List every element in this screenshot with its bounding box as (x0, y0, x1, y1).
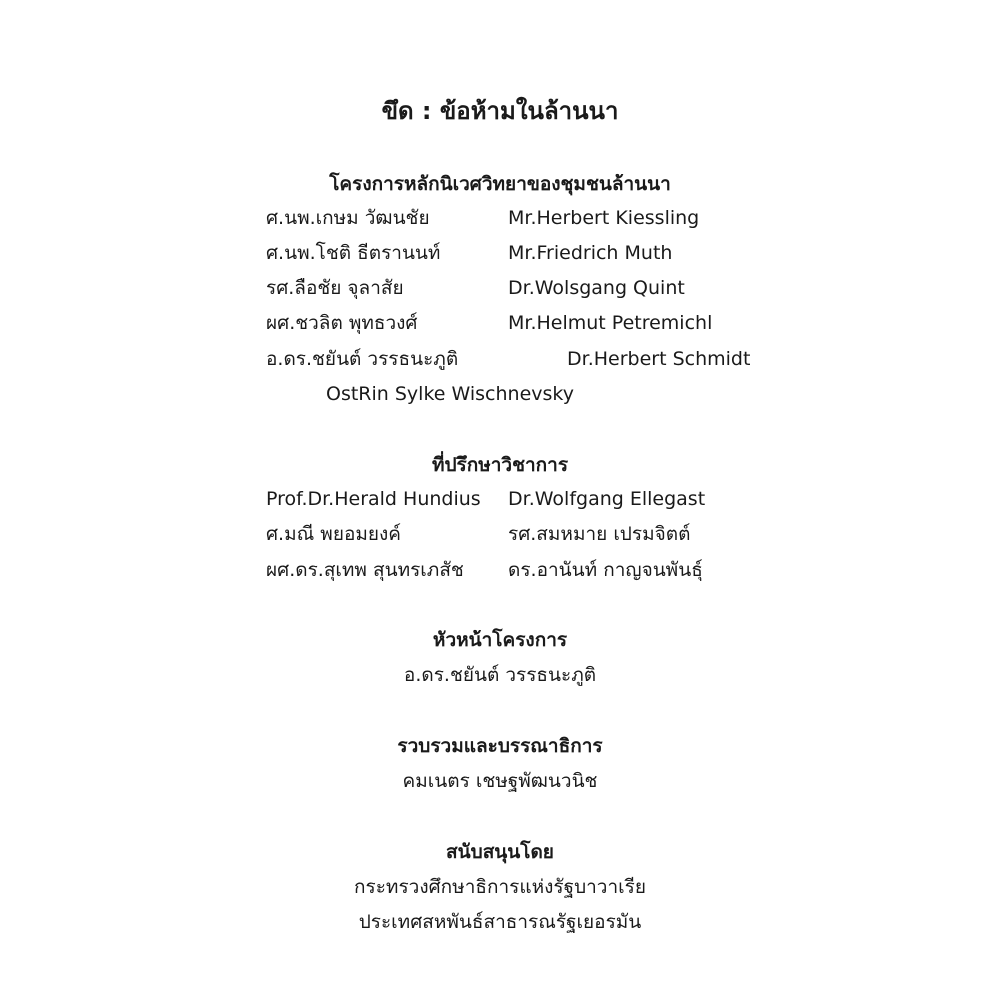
project-member: OstRin Sylke Wischnevsky (326, 383, 574, 405)
editor-name: คมเนตร เชษฐพัฒนวนิช (402, 770, 598, 792)
project-member: รศ.ลือชัย จุลาสัย (266, 277, 404, 299)
project-member: Mr.Friedrich Muth (508, 242, 673, 264)
project-heading: โครงการหลักนิเวศวิทยาของชุมชนล้านนา (329, 173, 671, 195)
project-member: Mr.Herbert Kiessling (508, 207, 700, 229)
support-line-2: ประเทศสหพันธ์สาธารณรัฐเยอรมัน (358, 911, 642, 933)
support-line-1: กระทรวงศึกษาธิการแห่งรัฐบาวาเรีย (354, 876, 646, 898)
advisor: Prof.Dr.Herald Hundius (266, 488, 481, 510)
project-member: ศ.นพ.เกษม วัฒนชัย (266, 207, 430, 229)
advisor: ดร.อานันท์ กาญจนพันธุ์ (508, 559, 703, 581)
project-member: ผศ.ชวลิต พุทธวงศ์ (266, 312, 418, 334)
project-member: ศ.นพ.โชติ ธีตรานนท์ (266, 242, 441, 264)
project-head-heading: หัวหน้าโครงการ (432, 629, 568, 651)
advisors-heading: ที่ปรึกษาวิชาการ (431, 454, 569, 476)
project-member: Mr.Helmut Petremichl (508, 312, 713, 334)
book-title: ขึด : ข้อห้ามในล้านนา (381, 97, 619, 125)
advisor: รศ.สมหมาย เปรมจิตต์ (508, 523, 691, 545)
project-member: อ.ดร.ชยันต์ วรรธนะภูติ (266, 348, 459, 370)
project-member: Dr.Herbert Schmidt (567, 348, 751, 370)
advisor: ผศ.ดร.สุเทพ สุนทรเภสัช (266, 559, 464, 581)
advisor: ศ.มณี พยอมยงค์ (266, 523, 402, 545)
support-heading: สนับสนุนโดย (446, 841, 554, 863)
editor-heading: รวบรวมและบรรณาธิการ (397, 735, 603, 757)
project-head-name: อ.ดร.ชยันต์ วรรธนะภูติ (403, 664, 597, 686)
advisor: Dr.Wolfgang Ellegast (508, 488, 706, 510)
project-member: Dr.Wolsgang Quint (508, 277, 685, 299)
